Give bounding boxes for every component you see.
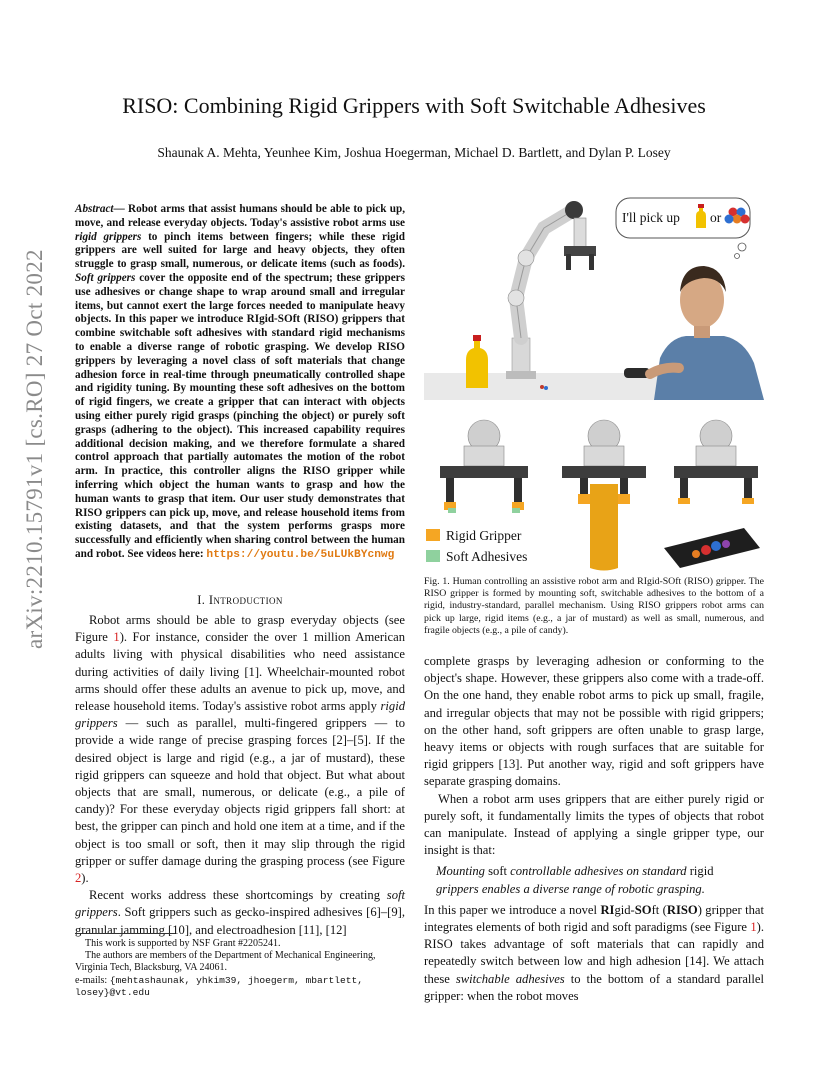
legend-soft: Soft Adhesives (446, 549, 528, 564)
abstract-emphasis: Soft grippers (75, 271, 136, 284)
insight-statement: Mounting soft controllable adhesives on standard rigid grippers enables a diverse range of robotic grasping. (436, 864, 714, 896)
section-heading: I. Introduction (197, 593, 283, 607)
legend-rigid: Rigid Gripper (446, 528, 522, 543)
abstract-text: Robot arms that assist humans should be able to pick up, move, and release everyday objects. Today's assistive robot arms use (75, 203, 405, 229)
footnote (75, 933, 405, 999)
legend-swatch-soft (426, 550, 440, 562)
legend-swatch-rigid (426, 529, 440, 541)
footnote-rule (75, 933, 175, 934)
figure-caption: Fig. 1. Human controlling an assistive robot arm and RIgid-SOft (RISO) gripper. The RISO gripper is formed by mounting soft, switchable adhesives to the bottom of a rigid, industry-standard, parallel mechanism. Using RISO grippers robot arms can pick up large, rigid items (e.g., a jar of mustard) as well as small, numerous, and fragile objects (e.g., a pile of candy). (424, 576, 764, 636)
abstract-text: cover the opposite end of the spectrum; these grippers use adhesives or change shape to wrap around small and irregular items, but cannot exert the large forces needed to manipulate heavy objects. In this paper we introduce RIgid-SOft (RISO) grippers that combine switchable soft adhesives with standard rigid mechanisms to enable a diverse range of robotic grasping. We develop RISO grippers by leveraging a novel class of soft materials that change adhesion force in real-time through pneumatically controlled shape and rigidity tuning. By mounting these soft adhesives on the bottom of rigid fingers, we create a gripper that can interact with objects using either purely rigid grasps (pinching the object) or purely soft grasps (adhering to the object). This increased capability requires additional decision making, and we therefore formulate a shared control approach that partially automates the motion of the robot arm. In practice, this controller aligns the RISO gripper while inferring which object the human wants to grasp and how the human wants to grasp that item. Our user study demonstrates that RISO grippers can pick up, move, and release household items from existing datasets, and that the system performs grasps more successfully and efficiently when sharing control between the human and robot. See videos here: (75, 271, 405, 560)
paragraph: complete grasps by leveraging adhesion or conforming to the object's shape. However, these grippers also come with a trade-off. On the one hand, they enable robot arms to pick up small, fragile, and irregular objects that may not be possible with rigid grippers; on the other hand, soft grippers are often unable to grasp large, heavy items or objects with rough surfaces that are suitable for rigid grippers [13]. Put another way, rigid and soft grippers have separate grasping domains. (424, 654, 764, 789)
bubble-text: I'll pick up (622, 210, 680, 225)
paragraph: When a robot arm uses grippers that are either purely rigid or purely soft, it fundamentally limits the types of objects that robot can manipulate. Instead of applying a single gripper type, our insight is that: (424, 791, 764, 858)
intro-body (75, 612, 405, 939)
figure-1 (424, 188, 764, 575)
abstract-text: to pinch items between fingers; while these rigid grippers are well suited for large and heavy objects, they often struggle to grasp small, numerous, or delicate items (such as foods). (75, 230, 405, 271)
arxiv-identifier: arXiv:2210.15791v1 [cs.RO] 27 Oct 2022 (22, 249, 47, 649)
paragraph: In this paper we introduce a novel RIgid-SOft (RISO) gripper that integrates elements of both rigid and soft paradigms (see Figure 1). RISO takes advantage of soft materials that can rapidly and repeatedly switch between low and high adhesion [14]. We attach these switchable adhesives to the bottom of a standard parallel gripper: when the robot moves (424, 902, 765, 1003)
figure-ref-link[interactable]: 2 (75, 871, 82, 886)
footnote-grant: This work is supported by NSF Grant #2205241. (85, 938, 281, 949)
email-list: {mehtashaunak, yhkim39, jhoegerm, mbartlett, losey}@vt.edu (75, 974, 364, 998)
paragraph: Robot arms should be able to grasp everyday objects (see Figure 1). For instance, consider the over 1 million American adults living with physical disabilities who need assistance during activities of daily living [1]. Wheelchair-mounted robot arms should offer these adults an avenue to pick up, move, and release household items. Today's assistive robot arms apply rigid grippers — such as parallel, multi-fingered grippers — to provide a wide range of precise grasping forces [2]–[5]. If the desired object is large and rigid (e.g., a jar of mustard), these rigid grippers can squeeze and hold that object. But what about objects that are small, numerous, or delicate (e.g., a pile of candy)? For these everyday objects rigid grippers fall short: at best, the gripper can pinch and hold one item at a time, and if the object is too small or soft, then it may slip through the rigid gripper or suffer damage during the grasping process (see Figure 2). (75, 613, 406, 886)
gripper-panel-rigid (440, 420, 528, 513)
column-2-body (424, 653, 764, 1005)
footnote-affiliation: The authors are members of the Department of Mechanical Engineering, Virginia Tech, Blacksburg, VA 24061. (75, 950, 376, 974)
gripper-panel-candy (664, 420, 760, 568)
figure-1-illustration (424, 188, 764, 575)
bubble-or: or (710, 210, 722, 225)
paragraph: Recent works address these shortcomings by creating soft grippers. Soft grippers such as gecko-inspired adhesives [6]–[9], granular jamming [10], and electroadhesion [11], [12] (75, 888, 405, 937)
footnote-emails: e-mails: {mehtashaunak, yhkim39, jhoegerm, mbartlett, losey}@vt.edu (75, 974, 364, 998)
paper-title: RISO: Combining Rigid Grippers with Soft Switchable Adhesives (122, 93, 706, 118)
video-link[interactable]: https://youtu.be/5uLUkBYcnwg (206, 548, 395, 561)
gripper-panel-mustard (562, 420, 646, 571)
abstract-label: Abstract (75, 203, 114, 215)
figure-ref-link[interactable]: 1 (113, 630, 120, 645)
figure-ref-link[interactable]: 1 (750, 920, 757, 935)
abstract-emphasis: rigid grippers (75, 230, 142, 243)
author-list: Shaunak A. Mehta, Yeunhee Kim, Joshua Hoegerman, Michael D. Bartlett, and Dylan P. Losey (157, 145, 671, 160)
abstract: Abstract— Robot arms that assist humans should be able to pick up, move, and release everyday objects. Today's assistive robot arms use rigid grippers to pinch items between fingers; while these rigid grippers are well suited for large and heavy objects, they often struggle to grasp small, numerous, or delicate items (such as foods). Soft grippers cover the opposite end of the spectrum; these grippers use adhesives or change shape to wrap around small and irregular items, but cannot exert the large forces needed to manipulate heavy objects. In this paper we introduce RIgid-SOft (RISO) grippers that combine switchable soft adhesives with standard rigid mechanisms to enable a diverse range of robotic grasping. We develop RISO grippers by leveraging a novel class of soft materials that change adhesion force in real-time through pneumatically controlled shape and rigidity tuning. By mounting these soft adhesives on the bottom of rigid fingers, we create a gripper that can interact with objects using either purely rigid grasps (pinching the object) or purely soft grasps (adhering to the object). This increased capability requires additional decision making, and we therefore formulate a shared control approach that partially automates the motion of the robot arm. In practice, this controller aligns the RISO gripper while inferring which object the human wants to grasp and how the human wants to grasp that item. Our user study demonstrates that RISO grippers can pick up, move, and release household items from existing datasets, and that the system performs grasps more successfully and efficiently when sharing control between the human and robot. See videos here: https://youtu.be/5uLUkBYcnwg (75, 203, 405, 561)
